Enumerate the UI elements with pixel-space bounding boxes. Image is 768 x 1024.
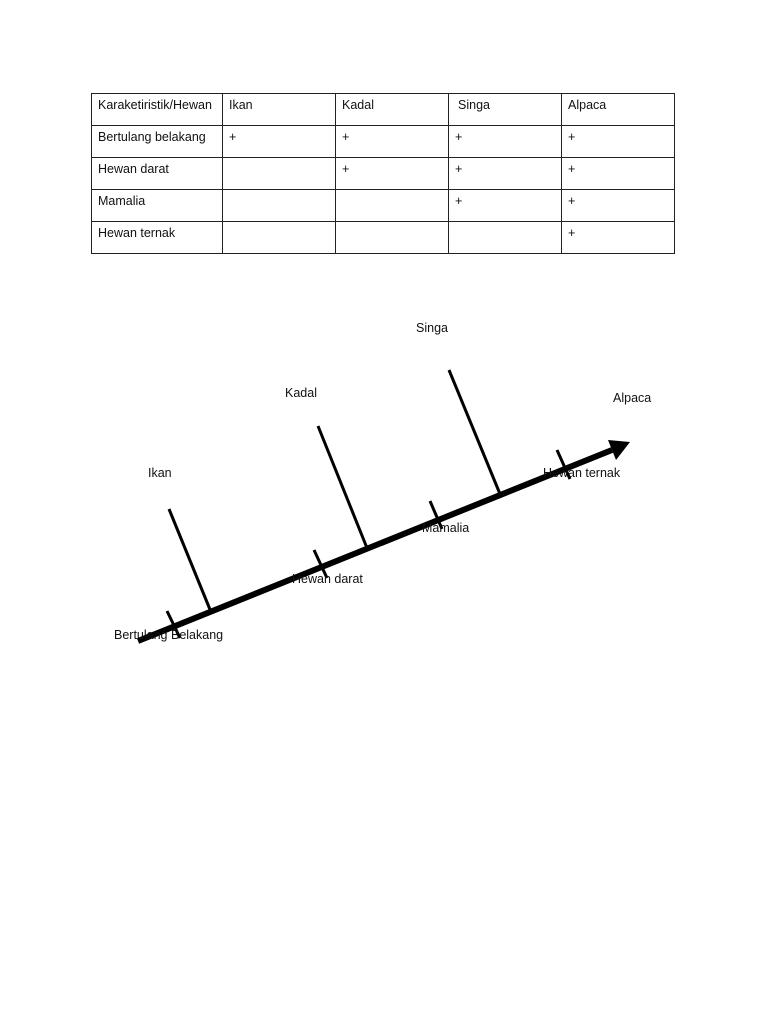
table-cell: +	[562, 222, 675, 254]
taxon-label-kadal: Kadal	[285, 386, 317, 400]
character-label-bertulang-belakang: Bertulang Belakang	[114, 628, 224, 642]
table-cell: +	[449, 126, 562, 158]
table-cell: Hewan ternak	[92, 222, 223, 254]
branch-singa	[449, 370, 500, 494]
header-cell: Alpaca	[562, 94, 675, 126]
table-cell: Mamalia	[92, 190, 223, 222]
cladogram-main-axis	[138, 450, 612, 641]
table-cell: +	[336, 126, 449, 158]
taxon-label-ikan: Ikan	[148, 466, 172, 480]
header-cell: Karaketiristik/Hewan	[92, 94, 223, 126]
character-label-hewan-darat: Hewan darat	[292, 572, 363, 586]
table-cell: Hewan darat	[92, 158, 223, 190]
character-label-mamalia: Mamalia	[422, 521, 470, 535]
taxon-label-alpaca: Alpaca	[613, 391, 652, 405]
header-cell: Kadal	[336, 94, 449, 126]
branch-kadal	[318, 426, 367, 548]
table-cell: Bertulang belakang	[92, 126, 223, 158]
table-cell: +	[562, 126, 675, 158]
header-cell: Singa	[449, 94, 562, 126]
table-cell: +	[336, 158, 449, 190]
table-cell: +	[449, 190, 562, 222]
table-cell: +	[562, 190, 675, 222]
header-cell: Ikan	[223, 94, 336, 126]
table-cell: +	[223, 126, 336, 158]
table-cell: +	[562, 158, 675, 190]
taxon-label-singa: Singa	[416, 321, 448, 335]
branch-ikan	[169, 509, 211, 612]
table-cell: +	[449, 158, 562, 190]
character-label-hewan-ternak: Hewan ternak	[543, 466, 621, 480]
